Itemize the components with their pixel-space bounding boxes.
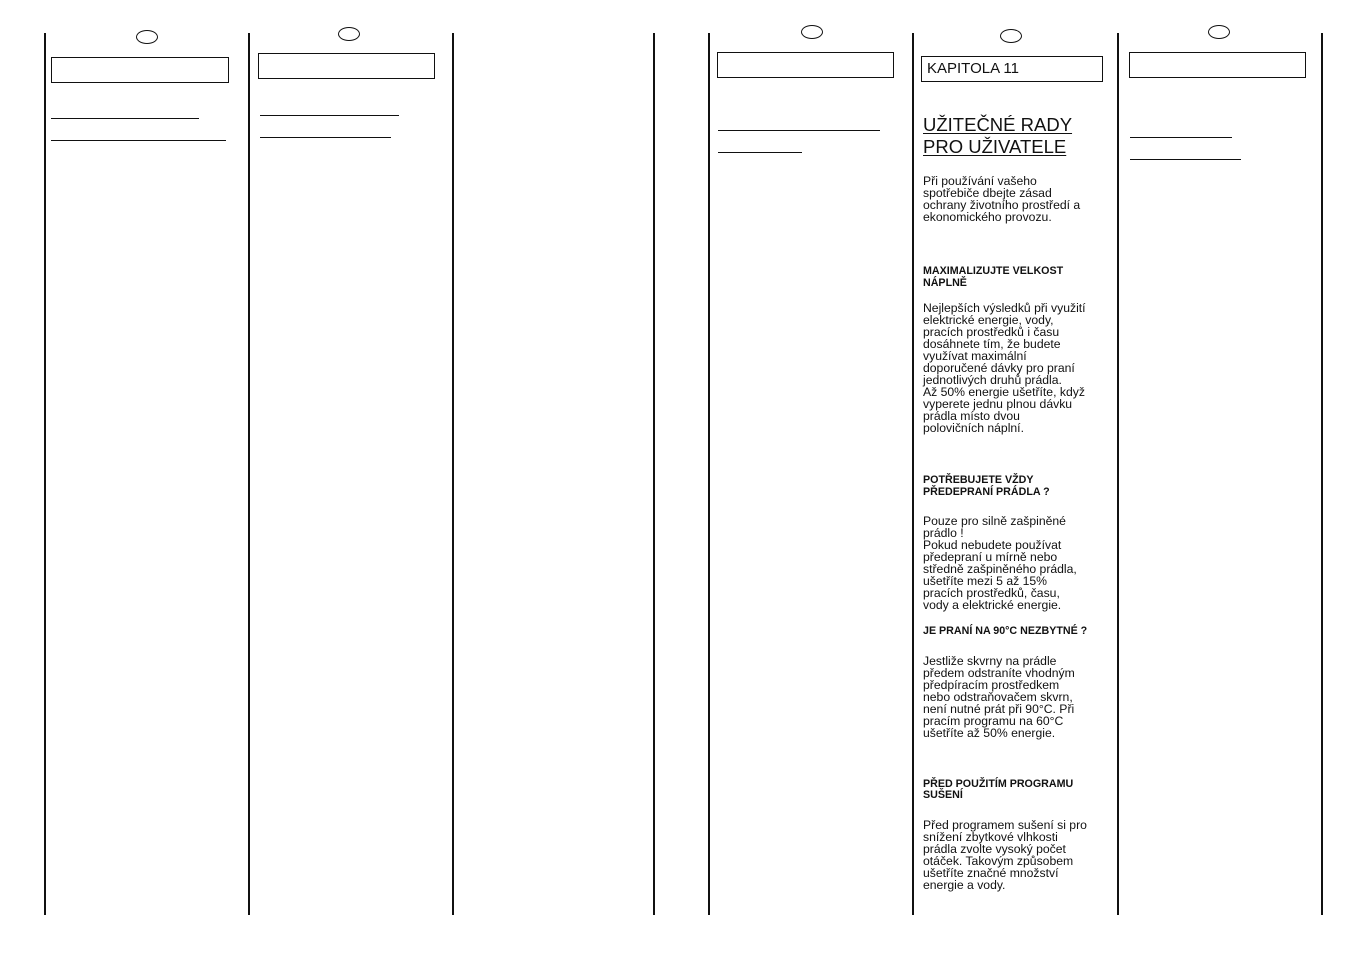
page-title-line: UŽITEČNÉ RADY [923, 114, 1073, 135]
title-underline [51, 118, 199, 119]
section-body: Jestliže skvrny na prádle předem odstraníte vhodným předpíracím prostředkem nebo odstraňovačem skvrn, není nutné prát při 90°C. Při pracím programu na 60°C ušetříte až 50% energie. [923, 653, 1075, 740]
title-underline [1130, 159, 1241, 160]
page-title [923, 114, 1109, 158]
intro-paragraph: Při používání vašeho spotřebiče dbejte zásad ochrany životního prostředí a ekonomického provozu. [923, 174, 1081, 224]
section-heading: JE PRANÍ NA 90°C NEZBYTNÉ ? [923, 625, 1088, 637]
section-body: Před programem sušení si pro snížení zbytkové vlhkosti prádla zvolte vysoký počet otáček. Takovým způsobem ušetříte značné množství energie a vody. [923, 817, 1087, 892]
title-underline [718, 130, 880, 131]
column-divider [1117, 33, 1119, 915]
title-underline [260, 137, 391, 138]
language-oval [136, 30, 158, 44]
chapter-box [921, 56, 1103, 82]
language-oval [1208, 25, 1230, 39]
column-divider [912, 33, 914, 915]
advice-column [923, 114, 1109, 891]
column-divider [708, 33, 710, 915]
chapter-box [717, 52, 894, 78]
section-body: Pouze pro silně zašpiněné prádlo ! Pokud nebudete používat předepraní u mírně nebo středně zašpiněného prádla, ušetříte mezi 5 až 15% pracích prostředků, času, vody a elektrické energie. [923, 514, 1077, 612]
title-underline [260, 115, 399, 116]
column-divider [1321, 33, 1323, 915]
section-heading: POTŘEBUJETE VŽDY PŘEDEPRANÍ PRÁDLA ? [923, 474, 1050, 498]
chapter-box [258, 53, 435, 79]
chapter-box [1129, 52, 1306, 78]
title-underline [51, 140, 226, 141]
language-oval [338, 27, 360, 41]
title-underline [1130, 137, 1232, 138]
chapter-box [51, 57, 229, 83]
column-divider [44, 33, 46, 915]
column-divider [248, 33, 250, 915]
section-heading: PŘED POUŽITÍM PROGRAMU SUŠENÍ [923, 777, 1074, 801]
section-heading: MAXIMALIZUJTE VELKOST NÁPLNĚ [923, 265, 1064, 289]
page-title-line: PRO UŽIVATELE [923, 136, 1067, 157]
chapter-label: KAPITOLA 11 [927, 60, 1019, 77]
language-oval [801, 25, 823, 39]
column-divider [452, 33, 454, 915]
column-divider [653, 33, 655, 915]
title-underline [718, 152, 802, 153]
section-body: Nejlepších výsledků při využití elektrické energie, vody, pracích prostředků i času dosáhnete tím, že budete využívat maximální doporučené dávky pro praní jednotlivých druhů prádla. Až 50% energie ušetříte, když vyperete jednu plnou dávku prádla místo dvou polovičních náplní. [923, 301, 1086, 435]
language-oval [1000, 29, 1022, 43]
